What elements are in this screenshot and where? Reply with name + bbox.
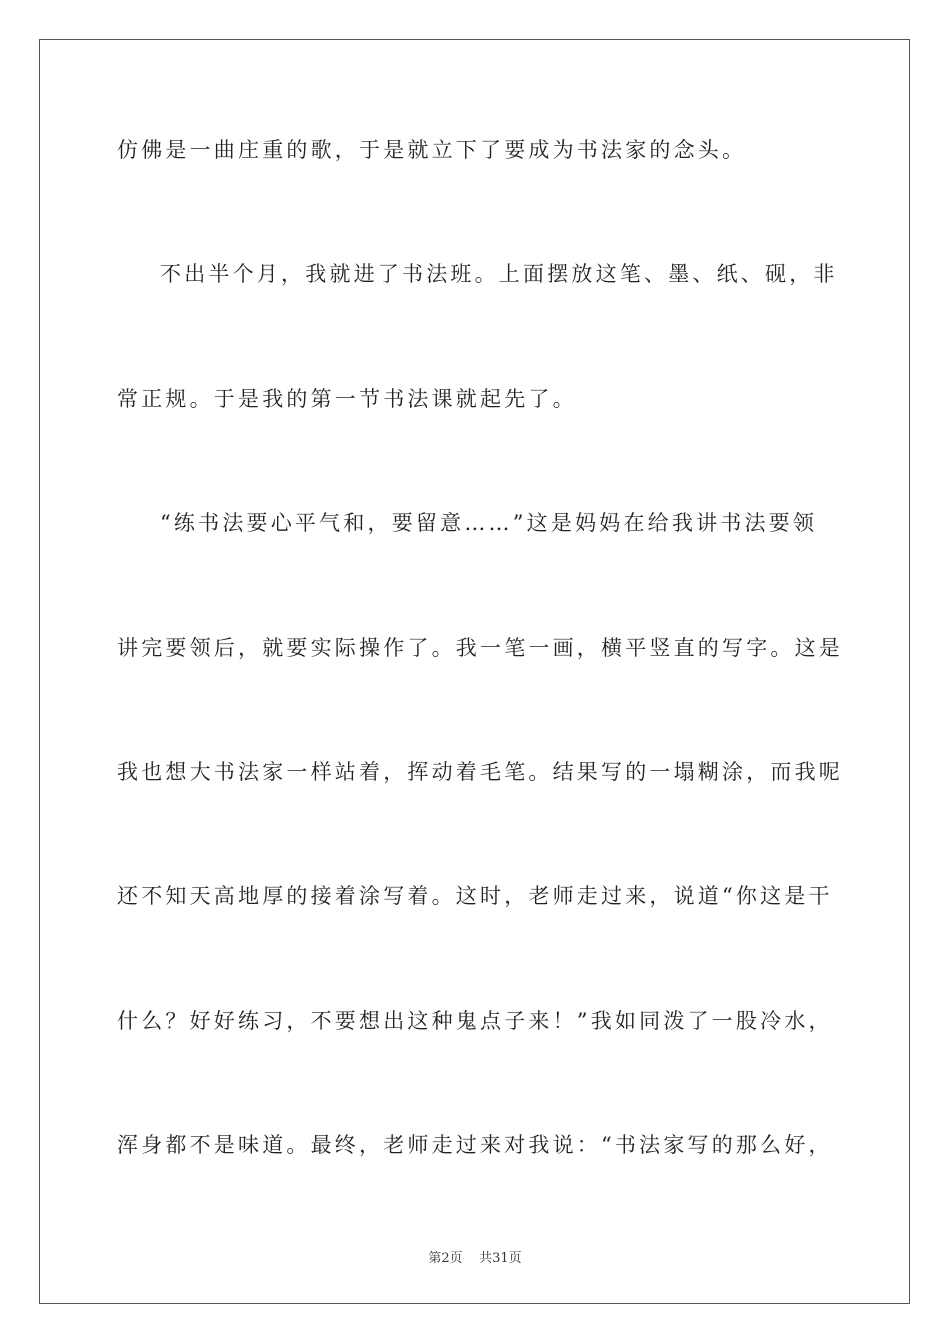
- page-total: 共31页: [479, 1251, 522, 1266]
- page-border: [39, 39, 910, 1304]
- paragraph-line: 不出半个月，我就进了书法班。上面摆放这笔、墨、纸、砚，非: [160, 262, 838, 286]
- paragraph-line: 还不知天高地厚的接着涂写着。这时，老师走过来，说道“你这是干: [117, 884, 833, 908]
- page-number: 第2页: [428, 1251, 463, 1266]
- paragraph-line: 常正规。于是我的第一节书法课就起先了。: [117, 387, 577, 411]
- page-footer: [0, 1247, 950, 1266]
- paragraph-line: 浑身都不是味道。最终，老师走过来对我说：“书法家写的那么好，: [117, 1133, 833, 1157]
- paragraph-line: “练书法要心平气和，要留意……”这是妈妈在给我讲书法要领: [160, 511, 818, 535]
- paragraph-line: 我也想大书法家一样站着，挥动着毛笔。结果写的一塌糊涂，而我呢: [117, 760, 843, 784]
- paragraph-line: 什么？好好练习，不要想出这种鬼点子来！”我如同泼了一股冷水，: [117, 1009, 833, 1033]
- paragraph-line: 仿佛是一曲庄重的歌，于是就立下了要成为书法家的念头。: [117, 138, 747, 162]
- paragraph-line: 讲完要领后，就要实际操作了。我一笔一画，横平竖直的写字。这是: [117, 636, 843, 660]
